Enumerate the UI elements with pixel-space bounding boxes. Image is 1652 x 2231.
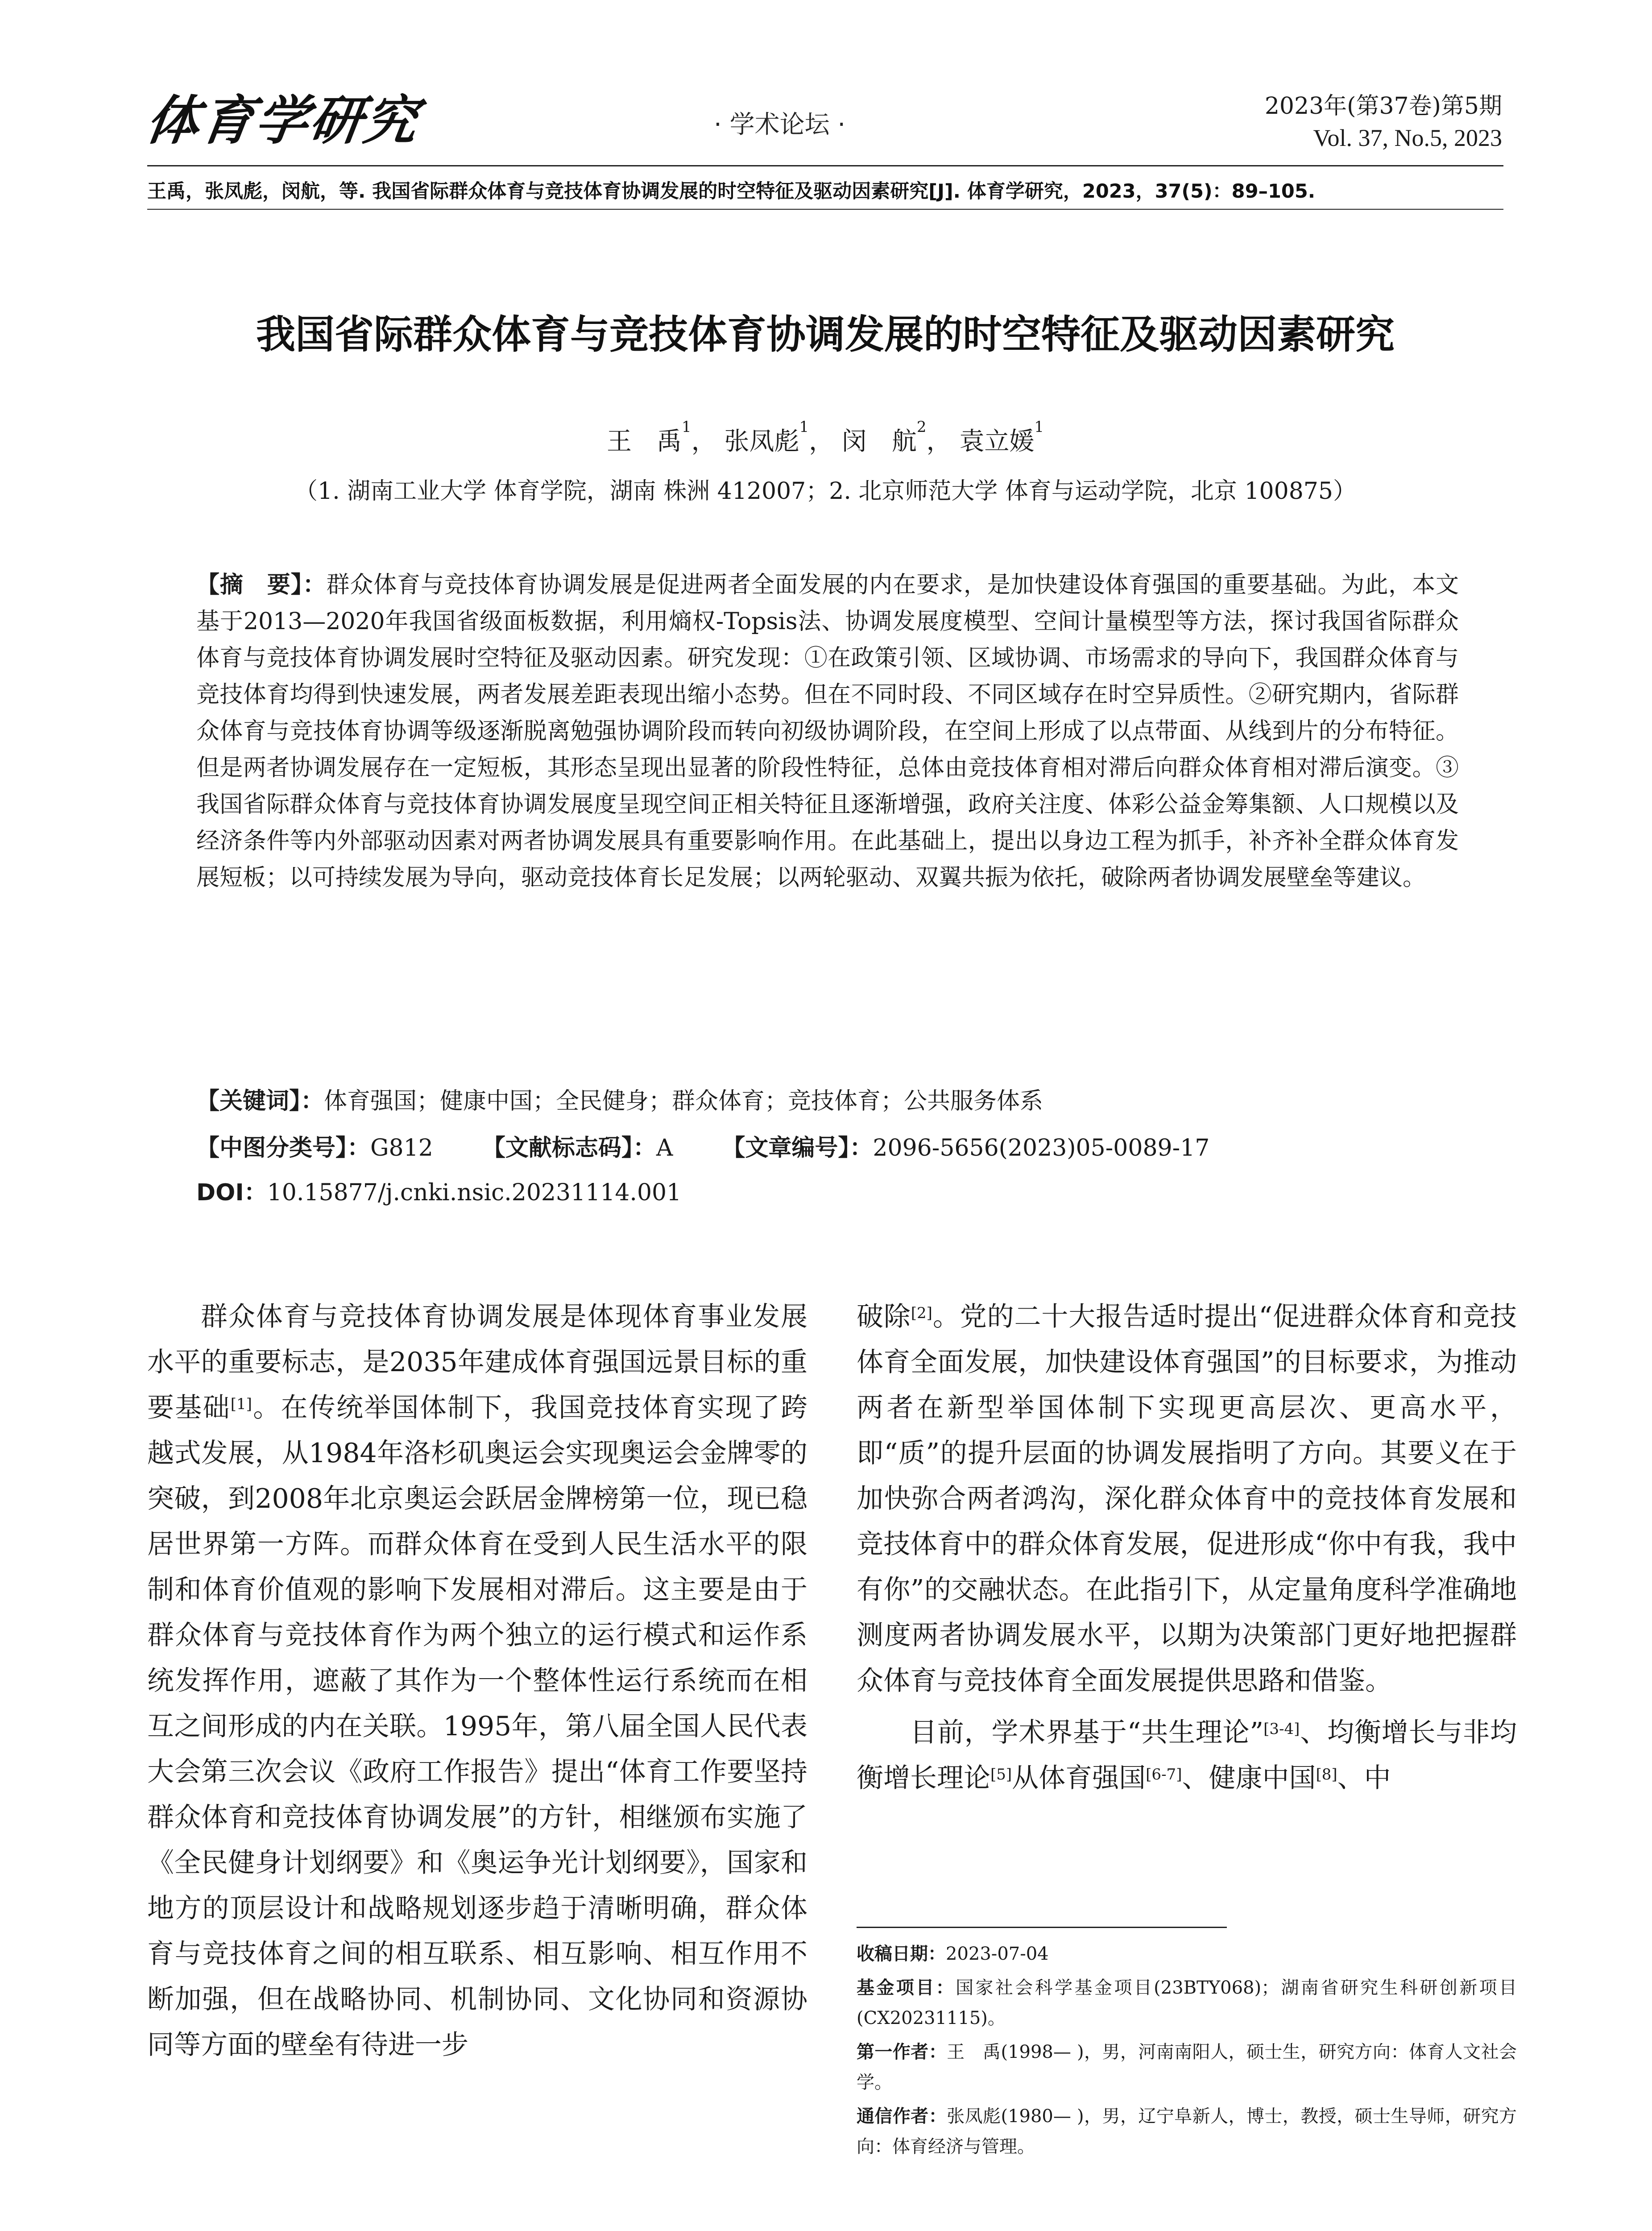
journal-logo: 体育学研究 [142,89,423,151]
issue-info-en: Vol. 37, No.5, 2023 [1313,124,1502,151]
author-affil-mark: 1 [799,418,809,436]
body-paragraph [857,1294,1517,1704]
affiliations: （1. 湖南工业大学 体育学院，湖南 株洲 412007；2. 北京师范大学 体育与运动学院，北京 100875） [294,478,1356,505]
issue-info-cn: 2023年(第37卷)第5期 [1264,93,1502,120]
body-text: 、均衡增长与非均衡增长理论 [857,1717,1517,1794]
abstract [196,567,1459,896]
footnote-label: 第一作者： [857,2042,947,2062]
abstract-text: 群众体育与竞技体育协调发展是促进两者全面发展的内在要求，是加快建设体育强国的重要基础。为此，本文基于2013—2020年我国省级面板数据，利用熵权-Topsis法、协调发展度模型、空间计量模型等方法，探讨我国省际群众体育与竞技体育协调发展时空特征及驱动因素。研究发现：①在政策引领、区域协调、市场需求的导向下，我国群众体育与竞技体育均得到快速发展，两者发展差距表现出缩小态势。但在不同时段、不同区域存在时空异质性。②研究期内，省际群众体育与竞技体育协调等级逐渐脱离勉强协调阶段而转向初级协调阶段，在空间上形成了以点带面、从线到片的分布特征。但是两者协调发展存在一定短板，其形态呈现出显著的阶段性特征，总体由竞技体育相对滞后向群众体育相对滞后演变。③我国省际群众体育与竞技体育协调发展度呈现空间正相关特征且逐渐增强，政府关注度、体彩公益金筹集额、人口规模以及经济条件等内外部驱动因素对两者协调发展具有重要影响作用。在此基础上，提出以身边工程为抓手，补齐补全群众体育发展短板；以可持续发展为导向，驱动竞技体育长足发展；以两轮驱动、双翼共振为依托，破除两者协调发展壁垒等建议。 [196,572,1459,891]
footnote-corresponding [857,2101,1517,2162]
footnote-text: 张凤彪(1980— )，男，辽宁阜新人，博士，教授，硕士生导师，研究方向：体育经济与管理。 [857,2106,1517,2157]
author-affil-mark: 2 [916,418,927,436]
keywords [196,1082,1459,1116]
page-header [0,0,1652,203]
doc-code-value: A [656,1135,673,1161]
footnote-received [857,1939,1517,1969]
citation-ref[interactable]: [3-4] [1263,1720,1300,1738]
author-name: 王 禹 [607,427,682,456]
article-no-label: 【文章编号】： [722,1135,873,1161]
header-rule [147,165,1503,166]
citation-ref[interactable]: [1] [230,1395,252,1413]
section-label: · 学术论坛 · [714,110,846,139]
body-column-left [147,1294,807,2068]
footnote-text: 王 禹(1998— )，男，河南南阳人，硕士生，研究方向：体育人文社会学。 [857,2042,1517,2093]
footnote-text: 2023-07-04 [946,1944,1049,1964]
doi-label: DOI： [196,1179,267,1206]
citation-ref[interactable]: [8] [1316,1766,1337,1783]
body-text: 目前，学术界基于“共生理论” [910,1717,1264,1748]
body-text: 、健康中国 [1182,1762,1316,1794]
author-list: 王 禹$^1$， 张凤彪$^1$， 闵 航$^2$， 袁立媛$^1$ [607,418,1044,456]
author-name: 闵 航 [841,427,917,456]
body-text: 。在传统举国体制下，我国竞技体育实现了跨越式发展，从1984年洛杉矶奥运会实现奥运会金牌零的突破，到2008年北京奥运会跃居金牌榜第一位，现已稳居世界第一方阵。而群众体育在受到人民生活水平的限制和体育价值观的影响下发展相对滞后。这主要是由于群众体育与竞技体育作为两个独立的运行模式和运作系统发挥作用，遮蔽了其作为一个整体性运行系统而在相互之间形成的内在关联。1995年，第八届全国人民代表大会第三次会议《政府工作报告》提出“体育工作要坚持群众体育和竞技体育协调发展”的方针，相继颁布实施了《全民健身计划纲要》和《奥运争光计划纲要》，国家和地方的顶层设计和战略规划逐步趋于清晰明确，群众体育与竞技体育之间的相互联系、相互影响、相互作用不断加强，但在战略协同、机制协同、文化协同和资源协同等方面的壁垒有待进一步 [147,1392,808,2061]
footnotes [857,1939,1517,2165]
citation-rule [147,209,1503,210]
article-no-value: 2096-5656(2023)05-0089-17 [873,1135,1210,1161]
keywords-text: 体育强国；健康中国；全民健身；群众体育；竞技体育；公共服务体系 [324,1088,1043,1115]
doc-code-label: 【文献标志码】： [482,1135,656,1161]
body-text: 群众体育与竞技体育协调发展是体现体育事业发展水平的重要标志，是2035年建成体育强国远景目标的重要基础 [147,1301,807,1423]
body-paragraph [147,1294,807,2068]
clc-label: 【中图分类号】： [196,1135,371,1161]
body-paragraph [857,1710,1517,1801]
footnote-label: 收稿日期： [857,1944,946,1964]
author-affil-mark: 1 [1034,418,1044,436]
body-text: 、中 [1337,1762,1391,1794]
citation-ref[interactable]: [6-7] [1146,1766,1182,1783]
clc-value: G812 [370,1135,433,1161]
footnote-fund [857,1973,1517,2033]
classification-line [196,1129,1459,1162]
footnote-first-author [857,2037,1517,2098]
abstract-label: 【摘 要】： [196,572,327,598]
doi-line [196,1174,1459,1207]
keywords-label: 【关键词】： [196,1088,324,1115]
author-name: 张凤彪 [724,427,799,456]
footnote-text: 国家社会科学基金项目(23BTY068)；湖南省研究生科研创新项目(CX20231115)。 [857,1978,1517,2028]
paper-title: 我国省际群众体育与竞技体育协调发展的时空特征及驱动因素研究 [256,311,1395,357]
body-text: 从体育强国 [1012,1762,1146,1794]
citation-line: 王禹，张凤彪，闵航，等. 我国省际群众体育与竞技体育协调发展的时空特征及驱动因素研究[J]. 体育学研究，2023，37(5)：89–105. [147,180,1316,203]
doi-value[interactable]: 10.15877/j.cnki.nsic.20231114.001 [267,1179,682,1206]
author-name: 袁立媛 [959,427,1035,456]
footnote-label: 基金项目： [857,1978,956,1998]
body-text: 破除 [857,1301,911,1332]
body-column-right [857,1294,1517,1801]
author-affil-mark: 1 [682,418,691,436]
citation-ref[interactable]: [2] [911,1304,932,1322]
footnote-rule [857,1927,1227,1928]
citation-ref[interactable]: [5] [990,1766,1012,1783]
footnote-label: 通信作者： [857,2106,947,2127]
body-text: 。党的二十大报告适时提出“促进群众体育和竞技体育全面发展，加快建设体育强国”的目标要求，为推动两者在新型举国体制下实现更高层次、更高水平，即“质”的提升层面的协调发展指明了方向。其要义在于加快弥合两者鸿沟，深化群众体育中的竞技体育发展和竞技体育中的群众体育发展，促进形成“你中有我，我中有你”的交融状态。在此指引下，从定量角度科学准确地测度两者协调发展水平，以期为决策部门更好地把握群众体育与竞技体育全面发展提供思路和借鉴。 [857,1301,1517,1696]
